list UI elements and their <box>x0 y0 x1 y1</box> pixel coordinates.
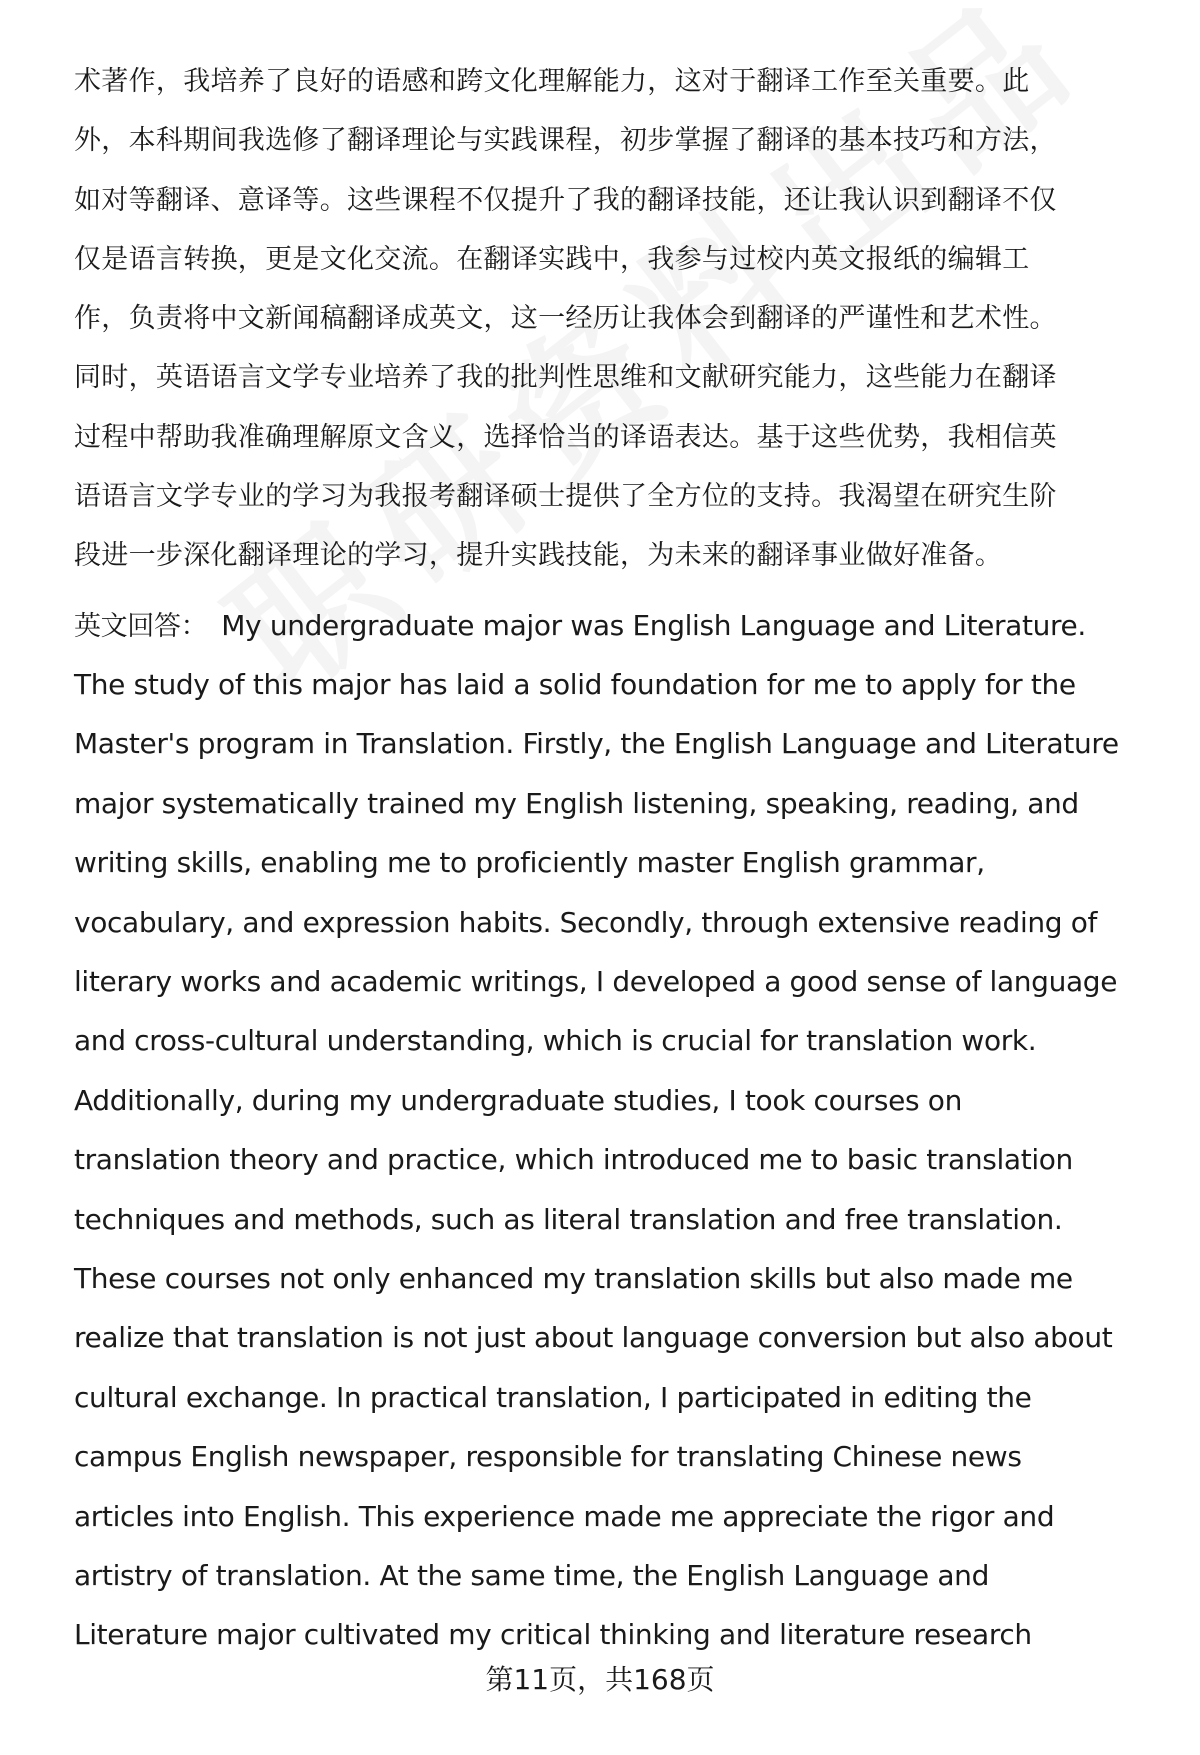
text-line: 仅是语言转换，更是文化交流。在翻译实践中，我参与过校内英文报纸的编辑工 <box>74 243 1030 275</box>
text-line: and cross-cultural understanding, which is crucial for translation work. <box>74 1024 1037 1058</box>
text-line: These courses not only enhanced my translation skills but also made me <box>74 1261 1073 1295</box>
page-content <box>74 52 1160 1665</box>
text-line: 同时，英语语言文学专业培养了我的批判性思维和文献研究能力，这些能力在翻译 <box>74 362 1057 394</box>
text-line-content: My undergraduate major was English Language and Literature. <box>221 608 1086 642</box>
text-line: The study of this major has laid a solid foundation for me to apply for the <box>74 668 1076 702</box>
text-line: Additionally, during my undergraduate studies, I took courses on <box>74 1083 962 1117</box>
text-line: realize that translation is not just about language conversion but also about <box>74 1321 1113 1355</box>
chinese-paragraph <box>74 52 1160 586</box>
text-line: Master's program in Translation. Firstly, the English Language and Literature <box>74 727 1119 761</box>
page-number-footer: 第11页，共168页 <box>485 1663 715 1696</box>
text-line: major systematically trained my English listening, speaking, reading, and <box>74 786 1079 820</box>
english-paragraph <box>74 596 1160 1665</box>
text-line: 如对等翻译、意译等。这些课程不仅提升了我的翻译技能，还让我认识到翻译不仅 <box>74 184 1057 216</box>
english-answer-label: 英文回答： <box>74 610 208 642</box>
text-line: cultural exchange. In practical translation, I participated in editing the <box>74 1380 1032 1414</box>
text-line: techniques and methods, such as literal translation and free translation. <box>74 1202 1063 1236</box>
text-line: translation theory and practice, which introduced me to basic translation <box>74 1143 1073 1177</box>
text-line: articles into English. This experience made me appreciate the rigor and <box>74 1499 1055 1533</box>
text-line: 作，负责将中文新闻稿翻译成英文，这一经历让我体会到翻译的严谨性和艺术性。 <box>74 303 1057 335</box>
text-line: artistry of translation. At the same time, the English Language and <box>74 1558 989 1592</box>
text-line: writing skills, enabling me to proficiently master English grammar, <box>74 846 985 880</box>
text-line: 过程中帮助我准确理解原文含义，选择恰当的译语表达。基于这些优势，我相信英 <box>74 421 1057 453</box>
text-line: 外，本科期间我选修了翻译理论与实践课程，初步掌握了翻译的基本技巧和方法， <box>74 125 1057 157</box>
text-line: vocabulary, and expression habits. Secondly, through extensive reading of <box>74 905 1098 939</box>
text-line: Literature major cultivated my critical thinking and literature research <box>74 1618 1032 1652</box>
text-line: 术著作，我培养了良好的语感和跨文化理解能力，这对于翻译工作至关重要。此 <box>74 66 1030 97</box>
text-line: campus English newspaper, responsible for translating Chinese news <box>74 1440 1022 1474</box>
text-line: literary works and academic writings, I developed a good sense of language <box>74 965 1118 999</box>
text-line: 段进一步深化翻译理论的学习，提升实践技能，为未来的翻译事业做好准备。 <box>74 540 1003 572</box>
text-line <box>74 596 1160 655</box>
text-line: 语语言文学专业的学习为我报考翻译硕士提供了全方位的支持。我渴望在研究生阶 <box>74 481 1057 513</box>
